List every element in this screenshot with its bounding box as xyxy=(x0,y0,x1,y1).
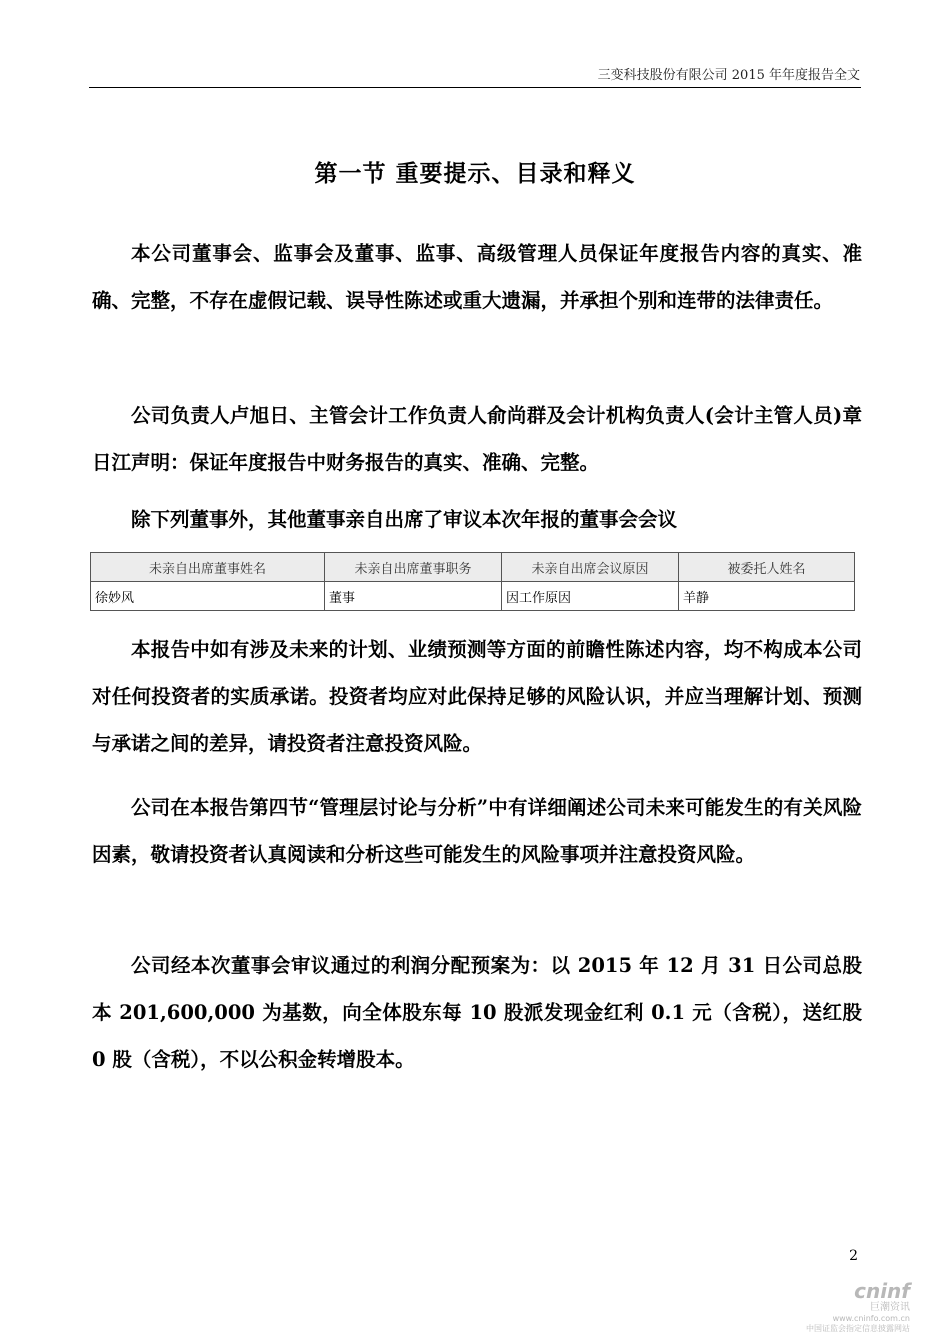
watermark-subtitle: 巨潮资讯 xyxy=(870,1302,910,1313)
header-divider xyxy=(89,87,861,88)
table-cell: 徐妙风 xyxy=(91,582,325,611)
table-cell: 羊静 xyxy=(679,582,855,611)
cninfo-watermark xyxy=(806,1280,910,1334)
page-number: 2 xyxy=(849,1248,858,1264)
table-header-row xyxy=(91,553,855,582)
page-header: 三变科技股份有限公司 2015 年年度报告全文 xyxy=(597,68,860,83)
table-header-cell: 未亲自出席会议原因 xyxy=(502,553,679,582)
section-title: 第一节 重要提示、目录和释义 xyxy=(314,160,636,187)
table-cell: 因工作原因 xyxy=(502,582,679,611)
table-header-cell: 被委托人姓名 xyxy=(679,553,855,582)
watermark-footer: 中国证监会指定信息披露网站 xyxy=(806,1324,910,1333)
paragraph-assurance: 本公司董事会、监事会及董事、监事、高级管理人员保证年度报告内容的真实、准确、完整，不存在虚假记载、误导性陈述或重大遗漏，并承担个别和连带的法律责任。 xyxy=(92,242,862,312)
absent-directors-table xyxy=(90,552,855,611)
paragraph-risk-factors: 公司在本报告第四节“管理层讨论与分析”中有详细阐述公司未来可能发生的有关风险因素，敬请投资者认真阅读和分析这些可能发生的风险事项并注意投资风险。 xyxy=(92,796,862,866)
table-cell: 董事 xyxy=(325,582,502,611)
watermark-url: www.cninfo.com.cn xyxy=(832,1314,910,1323)
paragraph-absent-directors: 除下列董事外，其他董事亲自出席了审议本次年报的董事会会议 xyxy=(131,508,678,531)
paragraph-responsible-persons: 公司负责人卢旭日、主管会计工作负责人俞尚群及会计机构负责人(会计主管人员)章日江声明：保证年度报告中财务报告的真实、准确、完整。 xyxy=(92,404,862,474)
table-header-cell: 未亲自出席董事姓名 xyxy=(91,553,325,582)
paragraph-forward-looking: 本报告中如有涉及未来的计划、业绩预测等方面的前瞻性陈述内容，均不构成本公司对任何投资者的实质承诺。投资者均应对此保持足够的风险认识，并应当理解计划、预测与承诺之间的差异，请投资者注意投资风险。 xyxy=(92,638,862,755)
cninfo-logo: cninf xyxy=(854,1279,910,1303)
table-header-cell: 未亲自出席董事职务 xyxy=(325,553,502,582)
table-row xyxy=(91,582,855,611)
paragraph-dividend-plan: 公司经本次董事会审议通过的利润分配预案为：以 2015 年 12 月 31 日公司总股本 201,600,000 为基数，向全体股东每 10 股派发现金红利 0.1 元（含税），送红股 0 股（含税），不以公积金转增股本。 xyxy=(92,954,862,1071)
